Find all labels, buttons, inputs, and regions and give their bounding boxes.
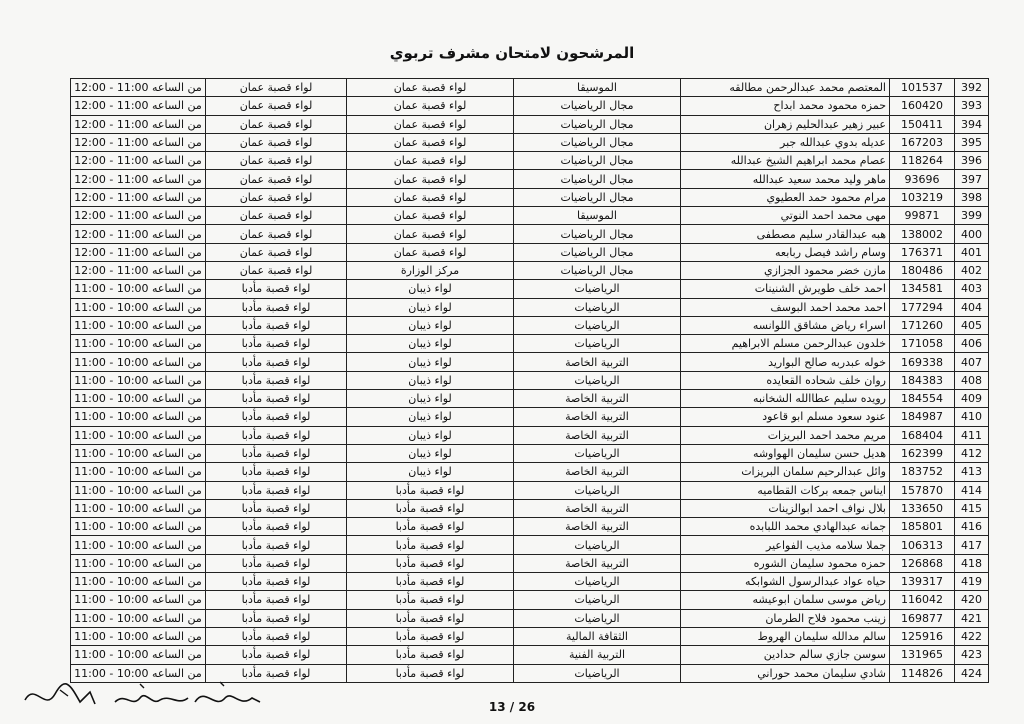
table-row bbox=[71, 481, 989, 499]
candidate-directorate: لواء قصبة عمان bbox=[347, 97, 514, 115]
table-row bbox=[71, 152, 989, 170]
candidate-directorate: لواء ذيبان bbox=[347, 298, 514, 316]
row-index: 423 bbox=[955, 646, 989, 664]
exam-time: من الساعه 10:00 - 11:00 bbox=[71, 554, 206, 572]
candidate-subject: التربية الخاصة bbox=[514, 426, 681, 444]
candidate-name: بلال نواف احمد ابوالزينات bbox=[681, 499, 890, 517]
table-row bbox=[71, 353, 989, 371]
candidate-id: 167203 bbox=[890, 133, 955, 151]
table-row bbox=[71, 573, 989, 591]
candidate-id: 169877 bbox=[890, 609, 955, 627]
candidate-directorate: لواء قصبة عمان bbox=[347, 207, 514, 225]
exam-location: لواء قصبة عمان bbox=[206, 79, 347, 97]
candidate-name: رويده سليم عطاالله الشخانبه bbox=[681, 390, 890, 408]
candidate-subject: التربية الخاصة bbox=[514, 353, 681, 371]
candidate-directorate: لواء ذيبان bbox=[347, 371, 514, 389]
exam-time: من الساعه 10:00 - 11:00 bbox=[71, 646, 206, 664]
exam-time: من الساعه 10:00 - 11:00 bbox=[71, 298, 206, 316]
table-row bbox=[71, 79, 989, 97]
row-index: 424 bbox=[955, 664, 989, 682]
row-index: 394 bbox=[955, 115, 989, 133]
row-index: 404 bbox=[955, 298, 989, 316]
candidate-name: جملا سلامه مذيب الفواعير bbox=[681, 536, 890, 554]
candidate-subject: الرياضيات bbox=[514, 591, 681, 609]
exam-location: لواء قصبة مأدبا bbox=[206, 554, 347, 572]
candidate-id: 160420 bbox=[890, 97, 955, 115]
table-row bbox=[71, 444, 989, 462]
exam-time: من الساعه 10:00 - 11:00 bbox=[71, 627, 206, 645]
candidate-id: 176371 bbox=[890, 243, 955, 261]
exam-time: من الساعه 10:00 - 11:00 bbox=[71, 664, 206, 682]
candidate-name: حمزه محمود محمد ابداح bbox=[681, 97, 890, 115]
table-row bbox=[71, 463, 989, 481]
candidate-name: خلدون عبدالرحمن مسلم الابراهيم bbox=[681, 335, 890, 353]
candidate-name: عصام محمد ابراهيم الشيخ عبدالله bbox=[681, 152, 890, 170]
row-index: 422 bbox=[955, 627, 989, 645]
candidate-id: 171260 bbox=[890, 316, 955, 334]
candidate-subject: التربية الخاصة bbox=[514, 554, 681, 572]
exam-time: من الساعه 10:00 - 11:00 bbox=[71, 591, 206, 609]
exam-time: من الساعه 11:00 - 12:00 bbox=[71, 97, 206, 115]
table-row bbox=[71, 554, 989, 572]
table-row bbox=[71, 518, 989, 536]
candidate-subject: مجال الرياضيات bbox=[514, 170, 681, 188]
candidate-directorate: لواء قصبة مأدبا bbox=[347, 481, 514, 499]
exam-time: من الساعه 11:00 - 12:00 bbox=[71, 133, 206, 151]
candidate-name: مهى محمد احمد النوتي bbox=[681, 207, 890, 225]
candidate-name: حياه عواد عبدالرسول الشوابكه bbox=[681, 573, 890, 591]
candidate-id: 184987 bbox=[890, 408, 955, 426]
candidate-id: 139317 bbox=[890, 573, 955, 591]
exam-location: لواء قصبة مأدبا bbox=[206, 353, 347, 371]
page-title: المرشحون لامتحان مشرف تربوي bbox=[389, 44, 635, 62]
candidate-name: هبه عبدالقادر سليم مصطفى bbox=[681, 225, 890, 243]
table-row bbox=[71, 261, 989, 279]
candidate-id: 185801 bbox=[890, 518, 955, 536]
candidate-id: 177294 bbox=[890, 298, 955, 316]
candidate-id: 171058 bbox=[890, 335, 955, 353]
candidate-subject: التربية الفنية bbox=[514, 646, 681, 664]
candidate-directorate: لواء قصبة عمان bbox=[347, 133, 514, 151]
exam-location: لواء قصبة مأدبا bbox=[206, 316, 347, 334]
candidate-id: 150411 bbox=[890, 115, 955, 133]
exam-location: لواء قصبة مأدبا bbox=[206, 664, 347, 682]
exam-time: من الساعه 11:00 - 12:00 bbox=[71, 225, 206, 243]
candidate-directorate: لواء قصبة مأدبا bbox=[347, 609, 514, 627]
candidate-subject: الرياضيات bbox=[514, 371, 681, 389]
exam-location: لواء قصبة عمان bbox=[206, 261, 347, 279]
candidate-directorate: مركز الوزارة bbox=[347, 261, 514, 279]
exam-time: من الساعه 10:00 - 11:00 bbox=[71, 573, 206, 591]
exam-location: لواء قصبة عمان bbox=[206, 207, 347, 225]
candidate-id: 101537 bbox=[890, 79, 955, 97]
candidate-subject: الموسيقا bbox=[514, 79, 681, 97]
candidate-id: 99871 bbox=[890, 207, 955, 225]
exam-time: من الساعه 10:00 - 11:00 bbox=[71, 518, 206, 536]
candidate-name: احمد محمد احمد البوسف bbox=[681, 298, 890, 316]
candidate-name: وسام راشد فيصل ربابعه bbox=[681, 243, 890, 261]
row-index: 396 bbox=[955, 152, 989, 170]
exam-time: من الساعه 10:00 - 11:00 bbox=[71, 426, 206, 444]
exam-location: لواء قصبة مأدبا bbox=[206, 627, 347, 645]
candidate-id: 138002 bbox=[890, 225, 955, 243]
candidate-subject: الرياضيات bbox=[514, 316, 681, 334]
exam-time: من الساعه 10:00 - 11:00 bbox=[71, 499, 206, 517]
row-index: 412 bbox=[955, 444, 989, 462]
exam-time: من الساعه 11:00 - 12:00 bbox=[71, 115, 206, 133]
candidate-subject: التربية الخاصة bbox=[514, 390, 681, 408]
row-index: 409 bbox=[955, 390, 989, 408]
candidate-name: خوله عبدربه صالح البواريد bbox=[681, 353, 890, 371]
candidate-subject: مجال الرياضيات bbox=[514, 133, 681, 151]
row-index: 405 bbox=[955, 316, 989, 334]
row-index: 399 bbox=[955, 207, 989, 225]
row-index: 410 bbox=[955, 408, 989, 426]
candidate-name: هديل حسن سليمان الهواوشه bbox=[681, 444, 890, 462]
row-index: 398 bbox=[955, 188, 989, 206]
candidate-name: مازن خضر محمود الجزازي bbox=[681, 261, 890, 279]
candidate-id: 184554 bbox=[890, 390, 955, 408]
exam-time: من الساعه 11:00 - 12:00 bbox=[71, 152, 206, 170]
candidate-id: 116042 bbox=[890, 591, 955, 609]
row-index: 408 bbox=[955, 371, 989, 389]
candidate-directorate: لواء قصبة مأدبا bbox=[347, 518, 514, 536]
exam-location: لواء قصبة مأدبا bbox=[206, 646, 347, 664]
candidate-name: حمزه محمود سليمان الشوره bbox=[681, 554, 890, 572]
row-index: 421 bbox=[955, 609, 989, 627]
table-row bbox=[71, 499, 989, 517]
candidate-name: عديله بدوي عبدالله جبر bbox=[681, 133, 890, 151]
candidate-subject: الثقافة المالية bbox=[514, 627, 681, 645]
exam-location: لواء قصبة عمان bbox=[206, 115, 347, 133]
exam-time: من الساعه 10:00 - 11:00 bbox=[71, 408, 206, 426]
row-index: 397 bbox=[955, 170, 989, 188]
candidate-name: مريم محمد احمد البريزات bbox=[681, 426, 890, 444]
exam-time: من الساعه 10:00 - 11:00 bbox=[71, 390, 206, 408]
table-row bbox=[71, 188, 989, 206]
table-row bbox=[71, 280, 989, 298]
candidate-name: اسراء رياض مشاقق اللوانسه bbox=[681, 316, 890, 334]
candidate-name: سالم مدالله سليمان الهروط bbox=[681, 627, 890, 645]
exam-location: لواء قصبة عمان bbox=[206, 243, 347, 261]
exam-time: من الساعه 10:00 - 11:00 bbox=[71, 609, 206, 627]
candidate-directorate: لواء قصبة مأدبا bbox=[347, 573, 514, 591]
candidate-id: 118264 bbox=[890, 152, 955, 170]
candidate-id: 125916 bbox=[890, 627, 955, 645]
table-row bbox=[71, 225, 989, 243]
table-row bbox=[71, 335, 989, 353]
exam-location: لواء قصبة مأدبا bbox=[206, 518, 347, 536]
candidate-id: 183752 bbox=[890, 463, 955, 481]
candidate-subject: الرياضيات bbox=[514, 481, 681, 499]
table-row bbox=[71, 170, 989, 188]
candidate-subject: الرياضيات bbox=[514, 280, 681, 298]
candidate-name: عبير زهير عبدالحليم زهران bbox=[681, 115, 890, 133]
exam-time: من الساعه 10:00 - 11:00 bbox=[71, 371, 206, 389]
candidate-id: 93696 bbox=[890, 170, 955, 188]
table-row bbox=[71, 316, 989, 334]
table-row bbox=[71, 609, 989, 627]
exam-time: من الساعه 11:00 - 12:00 bbox=[71, 79, 206, 97]
row-index: 415 bbox=[955, 499, 989, 517]
candidate-directorate: لواء قصبة عمان bbox=[347, 79, 514, 97]
row-index: 401 bbox=[955, 243, 989, 261]
exam-location: لواء قصبة عمان bbox=[206, 170, 347, 188]
candidate-subject: التربية الخاصة bbox=[514, 463, 681, 481]
exam-time: من الساعه 10:00 - 11:00 bbox=[71, 280, 206, 298]
candidate-directorate: لواء قصبة مأدبا bbox=[347, 627, 514, 645]
candidate-subject: مجال الرياضيات bbox=[514, 188, 681, 206]
candidate-id: 131965 bbox=[890, 646, 955, 664]
row-index: 414 bbox=[955, 481, 989, 499]
table-row bbox=[71, 646, 989, 664]
candidate-name: المعتصم محمد عبدالرحمن مطالقه bbox=[681, 79, 890, 97]
row-index: 411 bbox=[955, 426, 989, 444]
exam-time: من الساعه 10:00 - 11:00 bbox=[71, 444, 206, 462]
candidate-directorate: لواء ذيبان bbox=[347, 444, 514, 462]
exam-time: من الساعه 11:00 - 12:00 bbox=[71, 188, 206, 206]
candidate-name: ايناس جمعه بركات القطاميه bbox=[681, 481, 890, 499]
candidates-table-body bbox=[71, 79, 989, 683]
exam-location: لواء قصبة عمان bbox=[206, 133, 347, 151]
candidate-directorate: لواء ذيبان bbox=[347, 335, 514, 353]
exam-location: لواء قصبة مأدبا bbox=[206, 298, 347, 316]
candidate-name: عنود سعود مسلم ابو قاعود bbox=[681, 408, 890, 426]
table-row bbox=[71, 97, 989, 115]
exam-time: من الساعه 10:00 - 11:00 bbox=[71, 353, 206, 371]
table-row bbox=[71, 627, 989, 645]
candidate-subject: مجال الرياضيات bbox=[514, 115, 681, 133]
exam-time: من الساعه 10:00 - 11:00 bbox=[71, 316, 206, 334]
table-row bbox=[71, 426, 989, 444]
exam-time: من الساعه 10:00 - 11:00 bbox=[71, 463, 206, 481]
exam-time: من الساعه 10:00 - 11:00 bbox=[71, 481, 206, 499]
candidate-id: 157870 bbox=[890, 481, 955, 499]
exam-location: لواء قصبة مأدبا bbox=[206, 408, 347, 426]
candidate-name: جمانه عبدالهادي محمد اللبابده bbox=[681, 518, 890, 536]
candidate-name: رياض موسى سلمان ابوعيشه bbox=[681, 591, 890, 609]
candidate-directorate: لواء ذيبان bbox=[347, 316, 514, 334]
candidate-name: زينب محمود فلاح الطرمان bbox=[681, 609, 890, 627]
exam-location: لواء قصبة مأدبا bbox=[206, 444, 347, 462]
candidate-subject: مجال الرياضيات bbox=[514, 243, 681, 261]
candidate-subject: مجال الرياضيات bbox=[514, 225, 681, 243]
candidate-directorate: لواء ذيبان bbox=[347, 463, 514, 481]
candidate-subject: الرياضيات bbox=[514, 298, 681, 316]
candidate-id: 162399 bbox=[890, 444, 955, 462]
table-row bbox=[71, 133, 989, 151]
candidate-directorate: لواء قصبة مأدبا bbox=[347, 499, 514, 517]
row-index: 419 bbox=[955, 573, 989, 591]
row-index: 400 bbox=[955, 225, 989, 243]
candidate-subject: التربية الخاصة bbox=[514, 499, 681, 517]
candidate-directorate: لواء قصبة مأدبا bbox=[347, 646, 514, 664]
candidate-directorate: لواء ذيبان bbox=[347, 390, 514, 408]
row-index: 402 bbox=[955, 261, 989, 279]
candidate-name: ماهر وليد محمد سعيد عبدالله bbox=[681, 170, 890, 188]
candidate-subject: مجال الرياضيات bbox=[514, 152, 681, 170]
row-index: 403 bbox=[955, 280, 989, 298]
table-row bbox=[71, 371, 989, 389]
candidate-subject: مجال الرياضيات bbox=[514, 261, 681, 279]
candidate-id: 134581 bbox=[890, 280, 955, 298]
table-row bbox=[71, 243, 989, 261]
exam-time: من الساعه 10:00 - 11:00 bbox=[71, 536, 206, 554]
exam-time: من الساعه 11:00 - 12:00 bbox=[71, 243, 206, 261]
table-row bbox=[71, 408, 989, 426]
candidate-name: وائل عبدالرحيم سلمان البريزات bbox=[681, 463, 890, 481]
candidate-subject: الرياضيات bbox=[514, 573, 681, 591]
candidate-id: 184383 bbox=[890, 371, 955, 389]
candidate-directorate: لواء ذيبان bbox=[347, 353, 514, 371]
candidate-id: 103219 bbox=[890, 188, 955, 206]
table-row bbox=[71, 536, 989, 554]
candidate-directorate: لواء قصبة مأدبا bbox=[347, 554, 514, 572]
row-index: 392 bbox=[955, 79, 989, 97]
candidate-subject: مجال الرياضيات bbox=[514, 97, 681, 115]
candidate-directorate: لواء قصبة مأدبا bbox=[347, 664, 514, 682]
exam-location: لواء قصبة مأدبا bbox=[206, 371, 347, 389]
candidate-name: روان خلف شحاده القعايده bbox=[681, 371, 890, 389]
table-row bbox=[71, 390, 989, 408]
row-index: 418 bbox=[955, 554, 989, 572]
candidate-directorate: لواء قصبة عمان bbox=[347, 188, 514, 206]
candidate-name: سوسن جازي سالم حدادين bbox=[681, 646, 890, 664]
table-row bbox=[71, 115, 989, 133]
exam-time: من الساعه 11:00 - 12:00 bbox=[71, 170, 206, 188]
candidate-id: 106313 bbox=[890, 536, 955, 554]
candidate-directorate: لواء قصبة عمان bbox=[347, 170, 514, 188]
candidate-directorate: لواء ذيبان bbox=[347, 408, 514, 426]
page-number: 13 / 26 bbox=[488, 700, 536, 714]
candidate-name: مرام محمود حمد العطيوي bbox=[681, 188, 890, 206]
exam-location: لواء قصبة عمان bbox=[206, 188, 347, 206]
candidate-subject: الرياضيات bbox=[514, 444, 681, 462]
row-index: 413 bbox=[955, 463, 989, 481]
exam-location: لواء قصبة مأدبا bbox=[206, 390, 347, 408]
candidate-directorate: لواء قصبة مأدبا bbox=[347, 536, 514, 554]
candidate-subject: الرياضيات bbox=[514, 335, 681, 353]
exam-location: لواء قصبة مأدبا bbox=[206, 280, 347, 298]
candidate-subject: الرياضيات bbox=[514, 536, 681, 554]
candidate-name: احمد خلف طويرش الشنينات bbox=[681, 280, 890, 298]
exam-time: من الساعه 11:00 - 12:00 bbox=[71, 207, 206, 225]
candidate-directorate: لواء قصبة عمان bbox=[347, 152, 514, 170]
candidate-directorate: لواء ذيبان bbox=[347, 280, 514, 298]
candidate-directorate: لواء ذيبان bbox=[347, 426, 514, 444]
exam-location: لواء قصبة عمان bbox=[206, 152, 347, 170]
table-row bbox=[71, 591, 989, 609]
exam-location: لواء قصبة مأدبا bbox=[206, 609, 347, 627]
candidate-directorate: لواء قصبة عمان bbox=[347, 243, 514, 261]
row-index: 393 bbox=[955, 97, 989, 115]
row-index: 420 bbox=[955, 591, 989, 609]
candidate-id: 114826 bbox=[890, 664, 955, 682]
candidate-id: 169338 bbox=[890, 353, 955, 371]
candidate-subject: الموسيقا bbox=[514, 207, 681, 225]
exam-location: لواء قصبة مأدبا bbox=[206, 463, 347, 481]
candidate-directorate: لواء قصبة مأدبا bbox=[347, 591, 514, 609]
exam-time: من الساعه 11:00 - 12:00 bbox=[71, 261, 206, 279]
candidate-subject: التربية الخاصة bbox=[514, 518, 681, 536]
candidate-name: شادي سليمان محمد حوراني bbox=[681, 664, 890, 682]
exam-location: لواء قصبة مأدبا bbox=[206, 481, 347, 499]
candidate-directorate: لواء قصبة عمان bbox=[347, 115, 514, 133]
candidate-subject: الرياضيات bbox=[514, 664, 681, 682]
row-index: 407 bbox=[955, 353, 989, 371]
exam-location: لواء قصبة عمان bbox=[206, 225, 347, 243]
candidate-id: 133650 bbox=[890, 499, 955, 517]
row-index: 416 bbox=[955, 518, 989, 536]
candidates-table bbox=[70, 78, 989, 683]
candidate-directorate: لواء قصبة عمان bbox=[347, 225, 514, 243]
exam-location: لواء قصبة عمان bbox=[206, 97, 347, 115]
candidate-subject: التربية الخاصة bbox=[514, 408, 681, 426]
candidate-subject: الرياضيات bbox=[514, 609, 681, 627]
exam-location: لواء قصبة مأدبا bbox=[206, 536, 347, 554]
row-index: 417 bbox=[955, 536, 989, 554]
row-index: 406 bbox=[955, 335, 989, 353]
exam-location: لواء قصبة مأدبا bbox=[206, 335, 347, 353]
exam-location: لواء قصبة مأدبا bbox=[206, 591, 347, 609]
table-row bbox=[71, 207, 989, 225]
table-row bbox=[71, 298, 989, 316]
candidate-id: 180486 bbox=[890, 261, 955, 279]
exam-location: لواء قصبة مأدبا bbox=[206, 426, 347, 444]
exam-time: من الساعه 10:00 - 11:00 bbox=[71, 335, 206, 353]
candidate-id: 168404 bbox=[890, 426, 955, 444]
candidate-id: 126868 bbox=[890, 554, 955, 572]
exam-location: لواء قصبة مأدبا bbox=[206, 499, 347, 517]
exam-location: لواء قصبة مأدبا bbox=[206, 573, 347, 591]
row-index: 395 bbox=[955, 133, 989, 151]
